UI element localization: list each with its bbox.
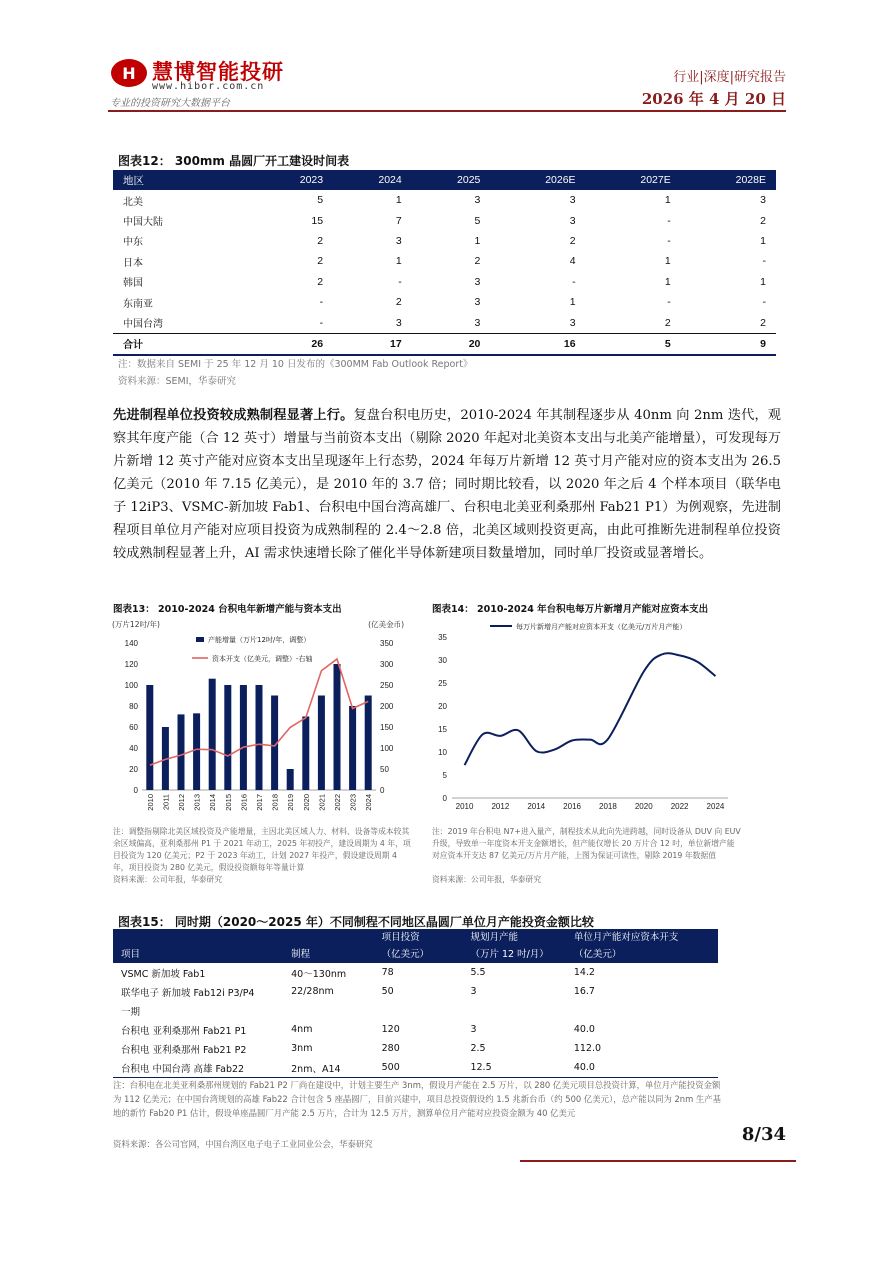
- x-tick-label: 2016: [563, 802, 581, 811]
- table-cell: 2: [760, 316, 766, 329]
- table-cell: 台积电 亚利桑那州 Fab21 P2: [121, 1044, 247, 1056]
- table12-header-cell: 地区: [113, 170, 254, 190]
- legend-line-label: 每万片新增月产能对应资本开支（亿美元/万片月产能）: [516, 623, 687, 631]
- table-cell: 2: [474, 255, 481, 268]
- y-tick-label: 5: [442, 771, 447, 780]
- table-cell: 26: [254, 333, 333, 355]
- table-cell: 20: [412, 333, 491, 355]
- left-tick-label: 40: [129, 744, 138, 753]
- table-cell: 12.5: [462, 1058, 565, 1078]
- legend-line-label: 资本开支（亿美元，调整）-右轴: [212, 655, 313, 663]
- x-tick-label: 2010: [145, 794, 155, 811]
- table-row: [113, 333, 776, 355]
- table-cell: 50: [381, 986, 394, 997]
- capacity-bar: [224, 685, 231, 790]
- table15-header-cell: 单位月产能对应资本开支 （亿美元）: [566, 929, 718, 963]
- table-row: [113, 251, 776, 271]
- table-cell: 2: [664, 316, 671, 329]
- table-cell: 40.0: [566, 1058, 718, 1078]
- table-cell: -: [667, 296, 671, 309]
- table-cell: 500: [374, 1058, 463, 1078]
- table-cell: -: [398, 275, 402, 288]
- table-cell: 中国大陆: [123, 217, 163, 229]
- table-cell: 9: [681, 333, 776, 355]
- table-cell: 40～130nm: [291, 968, 347, 980]
- table15-note: 注：台积电在北美亚利桑那州规划的 Fab21 P2 厂尚在建设中，计划主要生产 3nm，假设月产能在 2.5 万片，以 280 亿美元项目总投资计算，单位月产能投资金额为 112 亿美元；在中国台湾规划的高雄 Fab22 合计包含 5 座晶圆厂，目前兴建中，项目总投资假设约 1.5 兆新台币（约 500 亿美元），总产能以同为 2nm 生产基地的新竹 Fab20 P1 估计，假设单座晶圆厂月产能 2.5 万片，合计为 12.5 万片，测算单位月产能对应投资金额为 40 亿美元: [113, 1080, 722, 1118]
- x-tick-label: 2016: [239, 794, 249, 811]
- table-cell: 3: [569, 316, 576, 329]
- right-tick-label: 50: [380, 765, 389, 774]
- table-cell: 1: [664, 194, 671, 207]
- y-tick-label: 0: [442, 794, 447, 803]
- table-cell: 联华电子 新加坡 Fab12i P3/P4: [121, 987, 255, 999]
- y-tick-label: 25: [438, 679, 447, 688]
- table-cell: 78: [381, 967, 394, 978]
- table-cell: -: [319, 296, 324, 309]
- table12-title: 图表12： 300mm 晶圆厂开工建设时间表: [118, 154, 350, 168]
- svg-text:H: H: [122, 64, 136, 83]
- x-tick-label: 2014: [208, 794, 218, 811]
- x-tick-label: 2010: [455, 802, 474, 811]
- right-tick-label: 150: [380, 723, 394, 732]
- x-tick-label: 2014: [527, 802, 546, 811]
- table-row: [113, 292, 776, 312]
- legend-bar-swatch: [196, 637, 204, 642]
- table15-header-cell: 制程: [283, 929, 373, 963]
- table12-header-cell: 2026E: [490, 170, 585, 190]
- table-cell: 3: [474, 316, 481, 329]
- x-tick-label: 2012: [177, 794, 186, 811]
- table12-note: 注：数据来自 SEMI 于 25 年 12 月 10 日发布的《300MM Fab Outlook Report》: [118, 359, 473, 370]
- table12-header-cell: 2027E: [586, 170, 681, 190]
- left-tick-label: 0: [133, 786, 138, 795]
- table-cell: 2: [317, 234, 324, 247]
- table-cell: 4: [569, 255, 576, 268]
- capex-comparison-table: [113, 929, 718, 1078]
- x-tick-label: 2020: [634, 802, 653, 811]
- paragraph-body: 复盘台积电历史，2010-2024 年其制程逐步从 40nm 向 2nm 迭代，观察其年度产能（合 12 英寸）增量与当前资本支出（剔除 2020 年起对北美资本支出与北美产能增量），可发现每万片新增 12 英寸产能对应资本支出呈现逐年上行态势，2024 年每万片新增 12 英寸月产能对应的资本支出为 26.5 亿美元（2010 年 7.15 亿美元），是 2010 年的 3.7 倍；同时期比较看，以 2020 年之后 4 个样本项目（联华电子 12iP3、VSMC-新加坡 Fab1、台积电中国台湾高雄厂、台积电北美亚利桑那州 Fab21 P1）为例观察，先进制程项目单位月产能对应项目投资为成熟制程的 2.4～2.8 倍，北美区域则投资更高，由此可推断先进制程单位投资较成熟制程显著上升，AI 需求快速增长除了催化半导体新建项目数量增加，同时单厂投资或显著增长。: [113, 408, 781, 561]
- table-cell: 3: [474, 275, 481, 288]
- legend-bar-label: 产能增量（万片12吋/年，调整）: [208, 636, 311, 644]
- x-tick-label: 2017: [255, 794, 264, 811]
- logo-text: 慧博智能投研: [152, 60, 284, 84]
- table-cell: 3: [470, 986, 477, 997]
- table-row: [113, 231, 776, 251]
- capacity-capex-chart: [108, 615, 408, 825]
- capacity-bar: [209, 679, 216, 790]
- table-cell: 14.2: [573, 967, 595, 978]
- x-tick-label: 2024: [364, 794, 374, 811]
- table-cell: 1: [569, 296, 576, 309]
- table-cell: 5.5: [470, 967, 486, 978]
- table-cell: [283, 1001, 373, 1020]
- table-cell: 中国台湾: [123, 319, 163, 331]
- footer-divider: [520, 1160, 796, 1162]
- table-cell: -: [667, 214, 671, 227]
- table-cell: 3nm: [291, 1043, 313, 1054]
- capacity-bar: [178, 714, 185, 790]
- right-tick-label: 200: [380, 702, 394, 711]
- right-tick-label: 250: [380, 681, 394, 690]
- table-cell: 3: [760, 194, 766, 207]
- y-tick-label: 10: [438, 748, 447, 757]
- table-cell: 3: [470, 1024, 477, 1035]
- table-cell: -: [762, 255, 766, 268]
- table-cell: 2.5: [470, 1043, 486, 1054]
- y-tick-label: 15: [438, 725, 447, 734]
- table-cell: 2nm、A14: [283, 1058, 373, 1078]
- capex-per-capacity-line: [465, 653, 716, 765]
- table-cell: 22/28nm: [291, 986, 334, 997]
- table-row: [113, 982, 718, 1001]
- chart13-source: 资料来源：公司年报，华泰研究: [113, 875, 223, 884]
- table-cell: 2: [569, 234, 576, 247]
- table-cell: 120: [381, 1024, 400, 1035]
- table15-header-cell: 规划月产能 （万片 12 吋/月）: [462, 929, 565, 963]
- table-cell: 1: [395, 194, 402, 207]
- report-date: 2026 年 4 月 20 日: [641, 90, 786, 108]
- table-cell: 3: [395, 234, 402, 247]
- table-cell: 5: [474, 214, 481, 227]
- capacity-bar: [256, 685, 263, 790]
- right-tick-label: 0: [380, 786, 385, 795]
- chart14-source: 资料来源：公司年报，华泰研究: [432, 875, 542, 884]
- table-cell: 台积电 亚利桑那州 Fab21 P1: [121, 1025, 247, 1037]
- table-cell: [462, 1001, 565, 1020]
- right-tick-label: 300: [380, 660, 394, 669]
- table-cell: 3: [569, 214, 576, 227]
- table15-header-cell: 项目: [113, 929, 283, 963]
- table-cell: 15: [311, 214, 324, 227]
- table-cell: 韩国: [123, 278, 143, 290]
- table-cell: 合计: [113, 333, 254, 355]
- table-row: [113, 210, 776, 230]
- x-tick-label: 2018: [599, 802, 617, 811]
- table-cell: 3: [474, 194, 481, 207]
- capacity-bar: [318, 696, 325, 791]
- table-cell: 16.7: [573, 986, 595, 997]
- capacity-bar: [334, 664, 341, 790]
- table12-source: 资料来源：SEMI，华泰研究: [118, 376, 237, 387]
- right-tick-label: 350: [380, 639, 394, 648]
- x-tick-label: 2022: [333, 794, 342, 811]
- capacity-bar: [287, 769, 294, 790]
- table-cell: 3: [474, 296, 481, 309]
- table-cell: 1: [664, 275, 671, 288]
- table12-header-cell: 2024: [333, 170, 412, 190]
- x-tick-label: 2012: [491, 802, 510, 811]
- logo-icon: [110, 58, 148, 88]
- table15-title: 图表15： 同时期（2020～2025 年）不同制程不同地区晶圆厂单位月产能投资金额比较: [118, 915, 594, 929]
- table12-header-cell: 2025: [412, 170, 491, 190]
- table-cell: [566, 1001, 718, 1020]
- paragraph-lead: 先进制程单位投资较成熟制程显著上行。: [113, 408, 354, 423]
- table-cell: 1: [760, 234, 766, 247]
- capacity-bar: [240, 685, 247, 790]
- logo-slogan: 专业的投资研究大数据平台: [110, 98, 230, 109]
- table-cell: 4nm: [291, 1024, 313, 1035]
- table-cell: [374, 1001, 463, 1020]
- fab-construction-table: [113, 170, 776, 356]
- x-tick-label: 2023: [348, 794, 358, 811]
- table12-header-cell: 2028E: [681, 170, 776, 190]
- chart14-note: 注：2019 年台积电 N7+进入量产，制程技术从此向先进跨越，同时设备从 DUV 向 EUV 升级，导致单一年度资本开支金额增长，但产能仅增长 20 万片合 12 吋，单位新增产能对应资本开支达 87 亿美元/万片月产能，上图为保证可读性，剔除 2019 年数据值: [432, 827, 741, 860]
- x-tick-label: 2024: [706, 802, 725, 811]
- left-tick-label: 60: [129, 723, 138, 732]
- x-tick-label: 2021: [317, 794, 327, 811]
- table-cell: 3: [395, 316, 402, 329]
- capacity-bar: [193, 713, 200, 790]
- table-cell: 中东: [123, 237, 143, 249]
- x-tick-label: 2015: [223, 794, 233, 811]
- table-cell: 日本: [123, 257, 143, 269]
- table-row: [113, 1039, 718, 1058]
- table-cell: 1: [760, 275, 766, 288]
- table-cell: 1: [664, 255, 671, 268]
- table-row: [113, 1001, 718, 1020]
- logo-url: www.hibor.com.cn: [152, 81, 265, 92]
- table-cell: 2: [317, 255, 324, 268]
- right-tick-label: 100: [380, 744, 394, 753]
- table-cell: 40.0: [573, 1024, 595, 1035]
- left-tick-label: 120: [124, 660, 138, 669]
- table-cell: 台积电 中国台湾 高雄 Fab22: [113, 1058, 283, 1078]
- x-tick-label: 2011: [161, 794, 171, 811]
- left-tick-label: 80: [129, 702, 138, 711]
- capacity-bar: [349, 706, 356, 790]
- table-cell: 112.0: [573, 1043, 602, 1054]
- chart13-note: 注：调整指剔除北美区域投资及产能增量，主因北美区域人力、材料、设备等成本较其余区域偏高，亚利桑那州 P1 于 2021 年动工，2025 年初投产，建设周期为 4 年，项目投资为 120 亿美元；P2 于 2023 年动工，计划 2027 年投产，假设建设周期 4 年，项目投资为 280 亿美元，假设投资额每年等量计算: [113, 827, 411, 872]
- table-cell: 1: [474, 234, 481, 247]
- left-tick-label: 20: [129, 765, 138, 774]
- capacity-bar: [365, 696, 372, 791]
- left-axis-unit: (万片12吋/年): [112, 620, 160, 629]
- x-tick-label: 2018: [270, 794, 280, 811]
- table-cell: -: [319, 316, 324, 329]
- table-cell: 2: [760, 214, 766, 227]
- y-tick-label: 30: [438, 656, 447, 665]
- table15-header-cell: 项目投资 （亿美元）: [374, 929, 463, 963]
- table-cell: 北美: [123, 196, 143, 208]
- capacity-bar: [146, 685, 153, 790]
- body-paragraph: [113, 404, 781, 565]
- table-cell: 3: [569, 194, 576, 207]
- x-tick-label: 2022: [670, 802, 689, 811]
- chart14-title: 图表14： 2010-2024 年台积电每万片新增月产能对应资本支出: [432, 604, 709, 615]
- left-tick-label: 140: [124, 639, 138, 648]
- capex-per-capacity-chart: [428, 615, 738, 825]
- table-cell: 16: [490, 333, 585, 355]
- x-tick-label: 2020: [301, 794, 311, 811]
- table-cell: 2: [395, 296, 402, 309]
- table-cell: 5: [317, 194, 324, 207]
- table-cell: -: [667, 234, 671, 247]
- report-type: 行业|深度|研究报告: [673, 70, 786, 85]
- table-cell: 7: [395, 214, 402, 227]
- table-row: [113, 312, 776, 333]
- page-number: 8/34: [741, 1124, 786, 1145]
- x-tick-label: 2019: [286, 794, 296, 811]
- table-cell: 东南亚: [123, 298, 153, 310]
- table-cell: 2: [317, 275, 324, 288]
- table-cell: VSMC 新加坡 Fab1: [121, 968, 206, 980]
- table-cell: 5: [586, 333, 681, 355]
- x-tick-label: 2013: [192, 794, 202, 811]
- table-cell: 280: [381, 1043, 400, 1054]
- y-tick-label: 35: [438, 633, 447, 642]
- table-cell: -: [572, 275, 576, 288]
- table-row: [113, 190, 776, 210]
- table-row: [113, 963, 718, 982]
- chart13-title: 图表13： 2010-2024 台积电年新增产能与资本支出: [113, 604, 342, 615]
- table-row: [113, 1020, 718, 1039]
- capacity-bar: [302, 717, 309, 791]
- right-axis-unit: (亿美金币): [368, 620, 404, 629]
- table12-header-cell: 2023: [254, 170, 333, 190]
- table-row: [113, 1058, 718, 1078]
- table-cell: 1: [395, 255, 402, 268]
- table15-source: 资料来源：各公司官网，中国台湾区电子电子工业同业公会，华泰研究: [113, 1139, 373, 1149]
- left-tick-label: 100: [124, 681, 138, 690]
- table-cell: 一期: [121, 1006, 141, 1018]
- header-divider: [108, 110, 786, 112]
- y-tick-label: 20: [438, 702, 447, 711]
- table-cell: 17: [333, 333, 412, 355]
- table-row: [113, 272, 776, 292]
- table-cell: -: [762, 296, 766, 309]
